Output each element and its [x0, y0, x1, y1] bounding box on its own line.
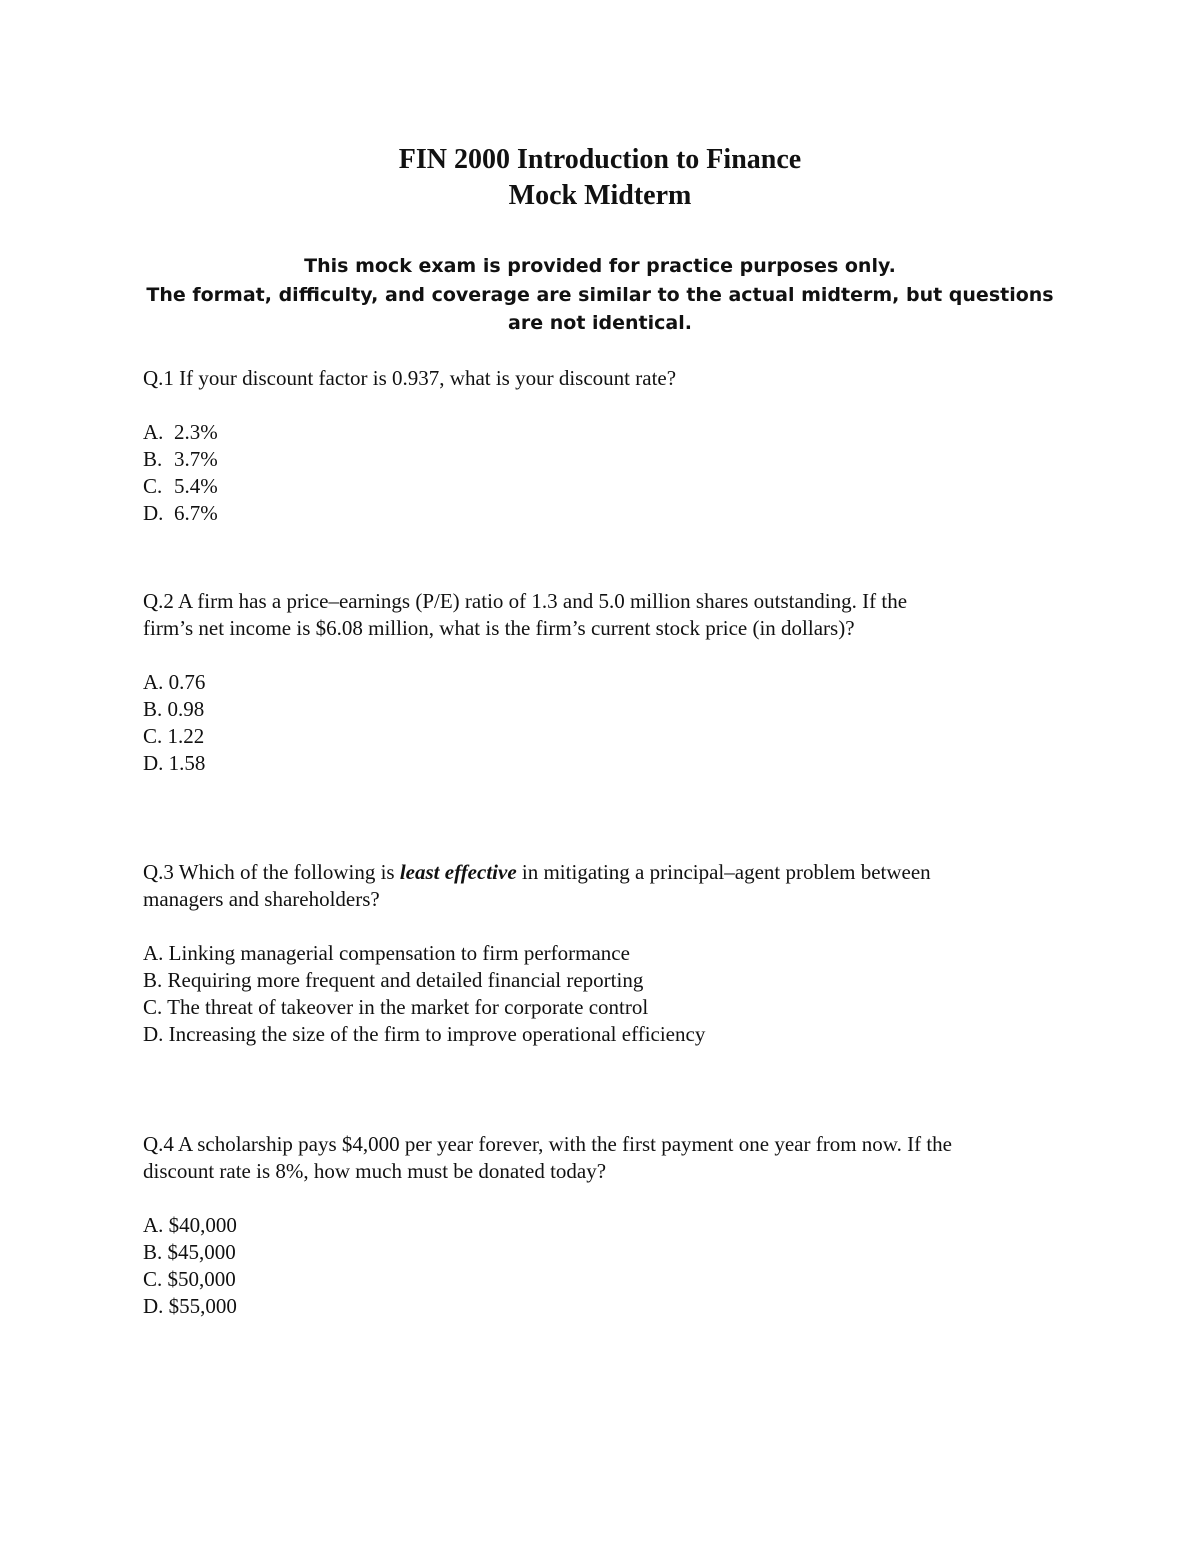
- answer-options: [143, 419, 1063, 527]
- option-letter: D.: [143, 751, 164, 775]
- question-4: [143, 1131, 1063, 1320]
- option-letter: A.: [143, 1213, 164, 1237]
- option-c: [143, 994, 1063, 1021]
- option-text: $40,000: [168, 1213, 237, 1237]
- stem-line: Q.1 If your discount factor is 0.937, what is your discount rate?: [143, 366, 677, 390]
- stem-line: managers and shareholders?: [143, 887, 380, 911]
- stem-prefix: Q.3 Which of the following is: [143, 860, 400, 884]
- stem-line: Q.2 A firm has a price–earnings (P/E) ratio of 1.3 and 5.0 million shares outstanding. If the: [143, 589, 908, 613]
- option-a: [143, 940, 1063, 967]
- option-b: [143, 1239, 1063, 1266]
- notice-line: are not identical.: [508, 312, 692, 334]
- option-letter: C.: [143, 995, 163, 1019]
- exam-title: [0, 142, 1200, 214]
- option-d: [143, 500, 1063, 527]
- option-text: $55,000: [168, 1294, 237, 1318]
- option-letter: D.: [143, 1294, 164, 1318]
- stem-line: [143, 859, 1063, 886]
- option-letter: B.: [143, 1240, 163, 1264]
- option-text: 1.22: [167, 724, 205, 748]
- option-text: Requiring more frequent and detailed financial reporting: [167, 968, 644, 992]
- option-letter: C.: [143, 724, 163, 748]
- option-letter: D.: [143, 1022, 164, 1046]
- option-letter: D.: [143, 501, 164, 525]
- stem-suffix: in mitigating a principal–agent problem between: [516, 860, 931, 884]
- option-letter: A.: [143, 420, 164, 444]
- option-text: 0.76: [168, 670, 206, 694]
- question-stem: [143, 859, 1063, 913]
- exam-subtitle: Mock Midterm: [508, 180, 692, 211]
- question-3: [143, 859, 1063, 1048]
- option-c: [143, 723, 1063, 750]
- answer-options: [143, 940, 1063, 1048]
- option-text: 0.98: [167, 697, 205, 721]
- option-letter: B.: [143, 447, 163, 471]
- option-d: [143, 1293, 1063, 1320]
- option-text: Increasing the size of the firm to improve operational efficiency: [168, 1022, 706, 1046]
- option-text: $50,000: [167, 1267, 236, 1291]
- answer-options: [143, 1212, 1063, 1320]
- option-a: [143, 669, 1063, 696]
- option-text: Linking managerial compensation to firm performance: [168, 941, 630, 965]
- option-a: [143, 419, 1063, 446]
- option-c: [143, 473, 1063, 500]
- option-letter: B.: [143, 697, 163, 721]
- answer-options: [143, 669, 1063, 777]
- option-text: 3.7%: [174, 447, 218, 471]
- option-text: 1.58: [168, 751, 206, 775]
- question-stem: [143, 1131, 1063, 1185]
- question-1: [143, 365, 1063, 527]
- question-stem: [143, 588, 1063, 642]
- notice-line: This mock exam is provided for practice purposes only.: [304, 255, 896, 277]
- option-letter: C.: [143, 474, 163, 498]
- option-b: [143, 446, 1063, 473]
- option-letter: A.: [143, 670, 164, 694]
- option-text: $45,000: [167, 1240, 236, 1264]
- option-text: The threat of takeover in the market for corporate control: [167, 995, 649, 1019]
- practice-notice: [130, 252, 1070, 338]
- question-2: [143, 588, 1063, 777]
- stem-line: firm’s net income is $6.08 million, what is the firm’s current stock price (in dollars)?: [143, 616, 855, 640]
- option-b: [143, 967, 1063, 994]
- option-text: 5.4%: [174, 474, 218, 498]
- option-b: [143, 696, 1063, 723]
- stem-line: discount rate is 8%, how much must be donated today?: [143, 1159, 607, 1183]
- option-text: 2.3%: [174, 420, 218, 444]
- notice-line: The format, difficulty, and coverage are similar to the actual midterm, but questions: [146, 283, 1054, 306]
- option-d: [143, 1021, 1063, 1048]
- option-d: [143, 750, 1063, 777]
- option-letter: C.: [143, 1267, 163, 1291]
- option-a: [143, 1212, 1063, 1239]
- stem-emphasis: least effective: [399, 860, 517, 884]
- option-c: [143, 1266, 1063, 1293]
- option-text: 6.7%: [174, 501, 218, 525]
- stem-line: Q.4 A scholarship pays $4,000 per year forever, with the first payment one year from now. If the: [143, 1132, 952, 1156]
- course-title: FIN 2000 Introduction to Finance: [398, 144, 802, 175]
- option-letter: A.: [143, 941, 164, 965]
- option-letter: B.: [143, 968, 163, 992]
- question-stem: [143, 365, 1063, 392]
